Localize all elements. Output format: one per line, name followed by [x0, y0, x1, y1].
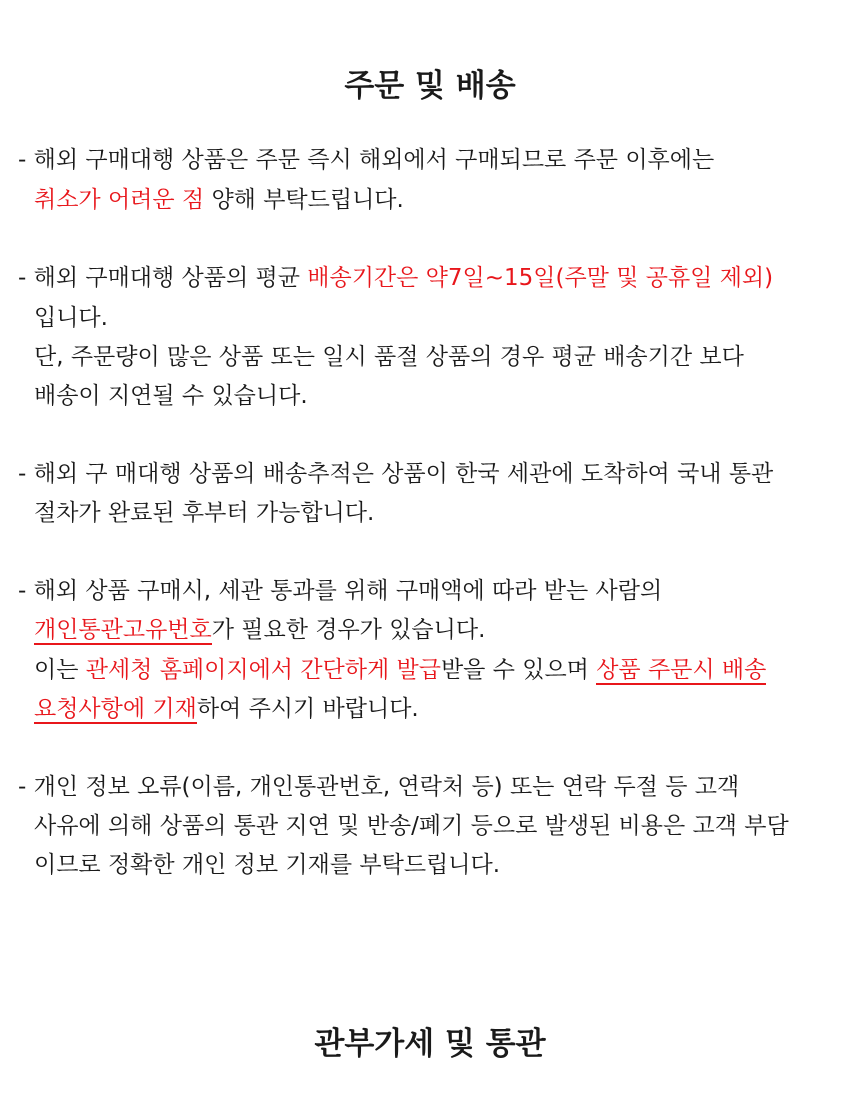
notice-line: - 개인 정보 오류(이름, 개인통관번호, 연락처 등) 또는 연락 두절 등 고객 — [18, 774, 740, 800]
notice-line: 입니다. — [34, 305, 108, 331]
notice-text: 가 필요한 경우가 있습니다. — [211, 617, 486, 643]
notice-line: 사유에 의해 상품의 통관 지연 및 반송/폐기 등으로 발생된 비용은 고객 부담 — [34, 813, 789, 839]
notice-text: 하여 주시기 바랍니다. — [196, 696, 419, 722]
notice-text: - 해외 구매대행 상품은 주문 즉시 해외에서 구매되므로 주문 이후에는 — [18, 147, 715, 173]
notice-line: - 해외 상품 구매시, 세관 통과를 위해 구매액에 따라 받는 사람의 — [18, 578, 663, 604]
notice-text: - 해외 구매대행 상품의 평균 — [18, 265, 308, 291]
notice-line: 배송이 지연될 수 있습니다. — [34, 383, 308, 409]
underlined-highlight: 요청사항에 기재 — [34, 696, 197, 722]
notice-line — [18, 145, 714, 175]
notice-line: 절차가 완료된 후부터 가능합니다. — [34, 500, 375, 526]
notice-text: 양해 부탁드립니다. — [204, 187, 404, 213]
highlight-text: 관세청 홈페이지에서 간단하게 발급 — [85, 657, 441, 683]
underlined-highlight: 상품 주문시 배송 — [596, 657, 767, 683]
notice-line — [34, 655, 766, 685]
notice-line — [34, 694, 419, 724]
notice-line — [34, 185, 404, 215]
highlight-text: 취소가 어려운 점 — [34, 187, 205, 213]
notice-line: - 해외 구 매대행 상품의 배송추적은 상품이 한국 세관에 도착하여 국내 통관 — [18, 461, 774, 487]
highlight-text: 배송기간은 약7일~15일(주말 및 공휴일 제외) — [307, 265, 774, 291]
notice-line — [34, 615, 485, 645]
notice-line — [18, 263, 773, 293]
section-title-customs-tax: 관부가세 및 통관 — [314, 1026, 546, 1062]
notice-text: 받을 수 있으며 — [440, 657, 597, 683]
section-title-order-shipping: 주문 및 배송 — [344, 68, 516, 104]
underlined-highlight: 개인통관고유번호 — [34, 617, 212, 643]
notice-line: 이므로 정확한 개인 정보 기재를 부탁드립니다. — [34, 852, 501, 878]
notice-text: 이는 — [34, 657, 86, 683]
notice-line: 단, 주문량이 많은 상품 또는 일시 품절 상품의 경우 평균 배송기간 보다 — [34, 344, 744, 370]
